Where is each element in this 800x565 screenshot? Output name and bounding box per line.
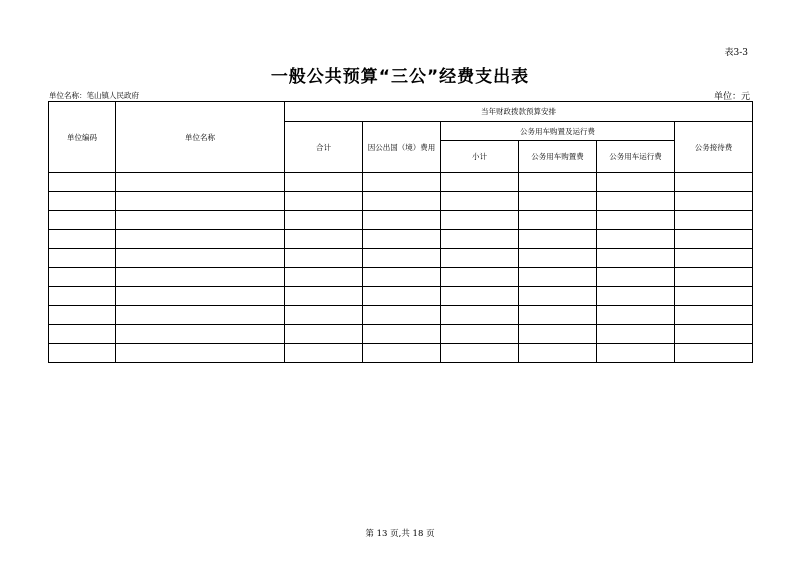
table-cell: [441, 211, 519, 230]
table-cell: [49, 173, 116, 192]
table-cell: [441, 173, 519, 192]
table-cell: [363, 287, 441, 306]
table-cell: [519, 173, 597, 192]
table-cell: [675, 325, 753, 344]
table-cell: [441, 325, 519, 344]
header-current-year-budget: 当年财政拨款预算安排: [285, 102, 753, 122]
table-cell: [519, 287, 597, 306]
table-body: [49, 173, 753, 363]
table-cell: [285, 287, 363, 306]
table-cell: [519, 344, 597, 363]
table-cell: [441, 287, 519, 306]
table-cell: [285, 211, 363, 230]
table-cell: [441, 306, 519, 325]
table-cell: [363, 306, 441, 325]
table-row: [49, 344, 753, 363]
table-cell: [675, 230, 753, 249]
table-cell: [597, 325, 675, 344]
table-cell: [285, 230, 363, 249]
table-number: 表3-3: [724, 48, 748, 58]
table-cell: [285, 268, 363, 287]
table-cell: [285, 325, 363, 344]
table-cell: [675, 211, 753, 230]
table-row: [49, 211, 753, 230]
table-cell: [116, 230, 285, 249]
table-cell: [49, 211, 116, 230]
table-cell: [597, 344, 675, 363]
table-cell: [597, 268, 675, 287]
table-cell: [597, 173, 675, 192]
table-cell: [675, 287, 753, 306]
table-cell: [675, 306, 753, 325]
header-outbound-travel: 因公出国（境）费用: [363, 122, 441, 173]
table-cell: [519, 192, 597, 211]
table-cell: [285, 344, 363, 363]
table-cell: [675, 268, 753, 287]
table-cell: [116, 173, 285, 192]
table-cell: [116, 192, 285, 211]
table-cell: [519, 249, 597, 268]
header-unit-code: 单位编码: [49, 102, 116, 173]
table-cell: [49, 325, 116, 344]
table-cell: [49, 192, 116, 211]
table-cell: [49, 249, 116, 268]
table-cell: [519, 230, 597, 249]
table-cell: [597, 211, 675, 230]
table-cell: [49, 306, 116, 325]
table-cell: [597, 287, 675, 306]
unit-currency-label: 单位：元: [713, 92, 750, 102]
table-row: [49, 287, 753, 306]
table-cell: [597, 249, 675, 268]
budget-table: [48, 101, 753, 363]
table-cell: [116, 287, 285, 306]
table-row: [49, 325, 753, 344]
table-cell: [363, 173, 441, 192]
table-cell: [49, 287, 116, 306]
table-cell: [363, 192, 441, 211]
table-cell: [363, 211, 441, 230]
table-cell: [675, 344, 753, 363]
header-vehicle-operation: 公务用车运行费: [597, 141, 675, 173]
header-vehicle-group: 公务用车购置及运行费: [441, 122, 675, 141]
table-cell: [519, 325, 597, 344]
table-cell: [363, 249, 441, 268]
table-cell: [597, 230, 675, 249]
table-cell: [441, 249, 519, 268]
table-cell: [519, 268, 597, 287]
table-cell: [441, 192, 519, 211]
table-cell: [116, 268, 285, 287]
table-cell: [49, 344, 116, 363]
table-cell: [363, 344, 441, 363]
header-subtotal: 小计: [441, 141, 519, 173]
table-cell: [363, 230, 441, 249]
table-header: [49, 102, 753, 173]
page-footer: 第 13 页,共 18 页: [365, 529, 435, 539]
unit-name-label: 单位名称：笔山镇人民政府: [49, 91, 139, 100]
table-cell: [285, 192, 363, 211]
table-cell: [519, 211, 597, 230]
table-row: [49, 192, 753, 211]
table-row: [49, 230, 753, 249]
table-cell: [49, 268, 116, 287]
table-cell: [285, 249, 363, 268]
table-cell: [116, 344, 285, 363]
table-cell: [441, 230, 519, 249]
table-cell: [116, 249, 285, 268]
table-row: [49, 249, 753, 268]
table-row: [49, 306, 753, 325]
table-cell: [675, 249, 753, 268]
table-cell: [363, 325, 441, 344]
table-cell: [597, 306, 675, 325]
table-cell: [441, 344, 519, 363]
table-row: [49, 268, 753, 287]
table-cell: [116, 211, 285, 230]
page-title: 一般公共预算“三公”经费支出表: [270, 67, 530, 87]
header-total: 合计: [285, 122, 363, 173]
table-cell: [519, 306, 597, 325]
table-cell: [675, 192, 753, 211]
table-cell: [363, 268, 441, 287]
header-unit-name: 单位名称: [116, 102, 285, 173]
table-cell: [597, 192, 675, 211]
table-cell: [441, 268, 519, 287]
header-reception: 公务接待费: [675, 122, 753, 173]
table-row: [49, 173, 753, 192]
header-vehicle-purchase: 公务用车购置费: [519, 141, 597, 173]
table-cell: [285, 173, 363, 192]
table-cell: [116, 325, 285, 344]
table-cell: [675, 173, 753, 192]
table-cell: [116, 306, 285, 325]
table-cell: [285, 306, 363, 325]
table-cell: [49, 230, 116, 249]
